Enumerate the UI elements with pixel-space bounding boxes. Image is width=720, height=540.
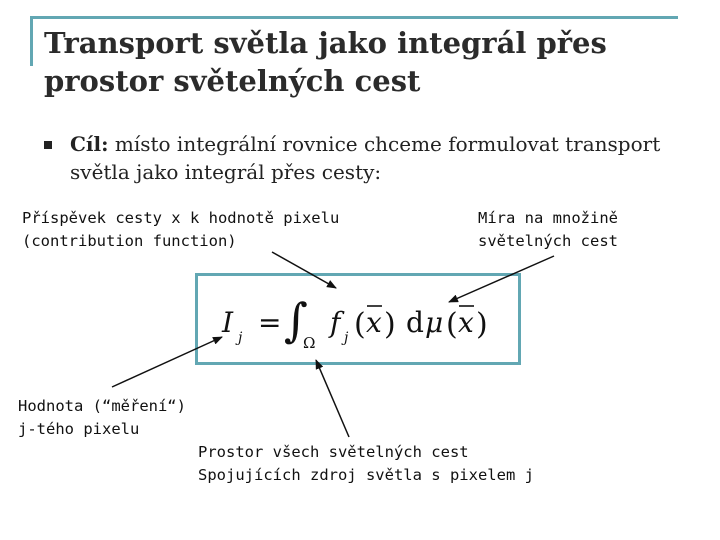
formula-mu: μ [425,306,444,339]
formula-subscript-j-1: j [238,330,243,346]
formula-subscript-j-2: j [344,330,349,346]
slide-title-line-2: prostor světelných cest [44,64,421,98]
formula-paren-open-1: ( [354,307,366,342]
measure-label-line-2: světelných cest [478,232,618,250]
contribution-label-line-1: Příspěvek cesty x k hodnotě pixelu [22,209,340,227]
formula-d: d [406,306,424,339]
formula-paren-open-2: ( [446,307,458,342]
measurement-label-line-1: Hodnota (“měření“) [18,397,186,415]
formula-paren-close-2: ) [476,307,488,342]
formula-f: f [330,306,341,339]
formula-integral: ∫ [284,293,308,347]
path-space-label-line-1: Prostor všech světelných cest [198,443,469,461]
path-space-label-line-2: Spojujících zdroj světla s pixelem j [198,466,534,484]
arrow-to-pixel-value [112,337,222,387]
formula-paren-close-1: ) [384,307,396,342]
arrow-to-measure [449,256,554,302]
formula [221,293,488,352]
formula-x-1: x [366,306,382,339]
formula-omega: Ω [303,334,316,352]
formula-equals: = [258,306,282,339]
formula-I: I [222,306,234,339]
arrow-to-path-space [316,360,349,437]
contribution-label-line-2: (contribution function) [22,232,237,250]
bullet-body: místo integrální rovnice chceme formulovat transport světla jako integrál přes cesty: [70,132,661,184]
bullet-bold-label: Cíl: [70,132,109,156]
arrow-to-contribution [272,252,336,288]
measure-label-line-1: Míra na množině [478,209,618,227]
formula-x-2: x [458,306,474,339]
slide-title-line-1: Transport světla jako integrál přes [44,26,607,60]
measurement-label-line-2: j-tého pixelu [18,420,140,438]
